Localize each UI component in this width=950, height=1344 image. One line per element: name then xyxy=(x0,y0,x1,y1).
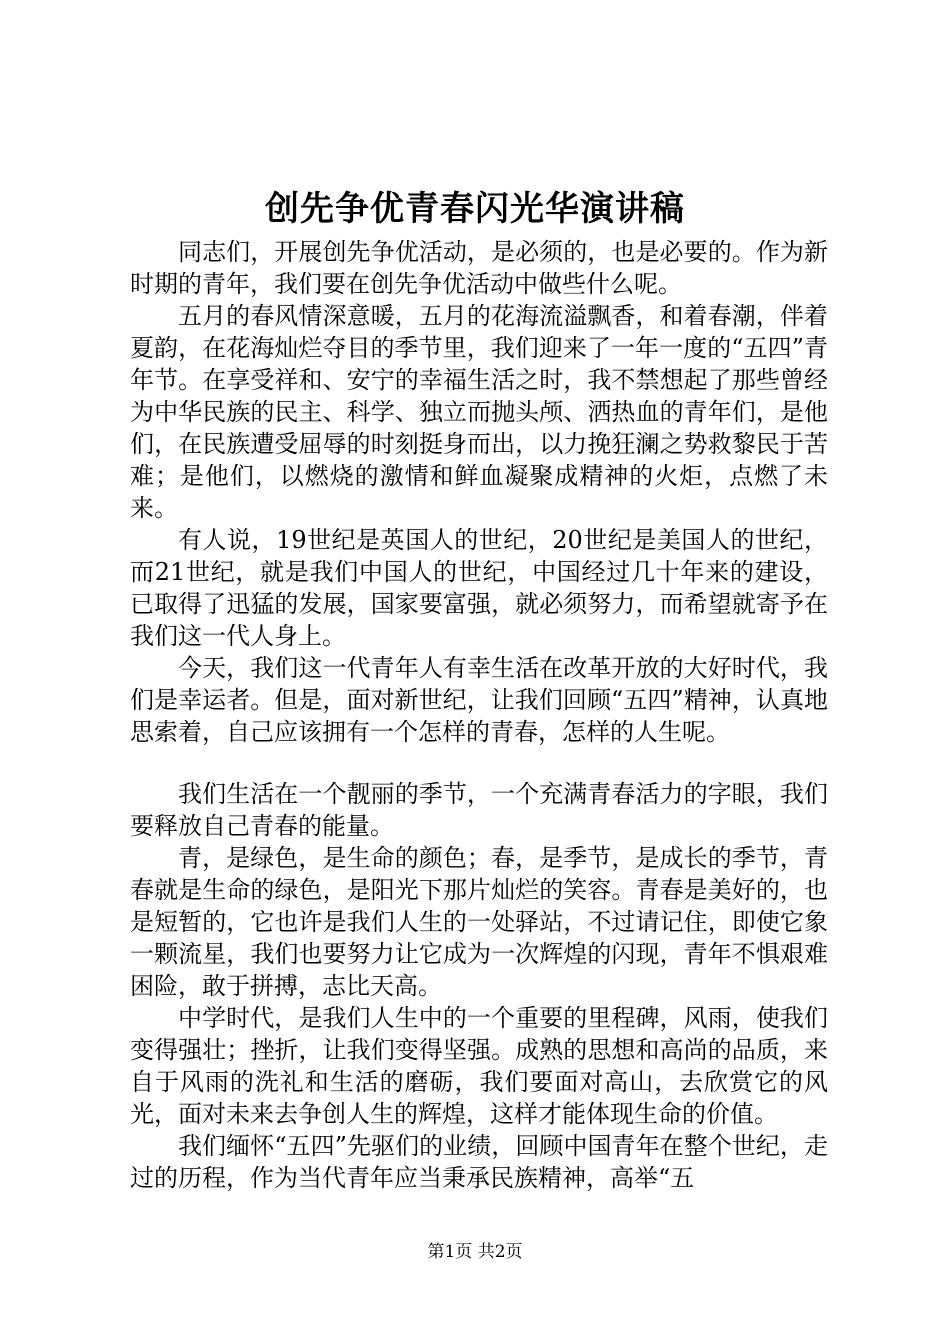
paragraph: 我们缅怀“五四”先驱们的业绩，回顾中国青年在整个世纪，走过的历程，作为当代青年应当秉承民族精神，高举“五 xyxy=(130,1132,828,1192)
paragraph: 同志们，开展创先争优活动，是必须的，也是必要的。作为新时期的青年，我们要在创先争优活动中做些什么呢。 xyxy=(130,238,828,298)
document-body xyxy=(130,236,828,1194)
document-title: 创先争优青春闪光华演讲稿 xyxy=(265,189,685,229)
paragraph: 青，是绿色，是生命的颜色；春，是季节，是成长的季节，青春就是生命的绿色，是阳光下那片灿烂的笑容。青春是美好的，也是短暂的，它也许是我们人生的一处驿站，不过请记住，即使它象一颗流星，我们也要努力让它成为一次辉煌的闪现，青年不惧艰难困险，敢于拼搏，志比天高。 xyxy=(130,844,828,1000)
paragraph: 五月的春风情深意暖，五月的花海流溢飘香，和着春潮，伴着夏韵，在花海灿烂夺目的季节里，我们迎来了一年一度的“五四”青年节。在享受祥和、安宁的幸福生活之时，我不禁想起了那些曾经为中华民族的民主、科学、独立而抛头颅、洒热血的青年们，是他们，在民族遭受屈辱的时刻挺身而出，以力挽狂澜之势救黎民于苦难；是他们，以燃烧的激情和鲜血凝聚成精神的火炬，点燃了未来。 xyxy=(130,302,828,522)
paragraph: 今天，我们这一代青年人有幸生活在改革开放的大好时代，我们是幸运者。但是，面对新世纪，让我们回顾“五四”精神，认真地思索着，自己应该拥有一个怎样的青春，怎样的人生呢。 xyxy=(130,654,828,746)
paragraph: 我们生活在一个靓丽的季节，一个充满青春活力的字眼，我们要释放自己青春的能量。 xyxy=(130,780,828,840)
page-footer: 第1页 共2页 xyxy=(427,1242,523,1262)
paragraph: 中学时代，是我们人生中的一个重要的里程碑，风雨，使我们变得强壮；挫折，让我们变得坚强。成熟的思想和高尚的品质，来自于风雨的洗礼和生活的磨砺，我们要面对高山，去欣赏它的风光，面对未来去争创人生的辉煌，这样才能体现生命的价值。 xyxy=(130,1004,828,1128)
paragraph: 有人说，19世纪是英国人的世纪，20世纪是美国人的世纪，而21世纪，就是我们中国人的世纪，中国经过几十年来的建设，已取得了迅猛的发展，国家要富强，就必须努力，而希望就寄予在我们这一代人身上。 xyxy=(130,526,828,650)
